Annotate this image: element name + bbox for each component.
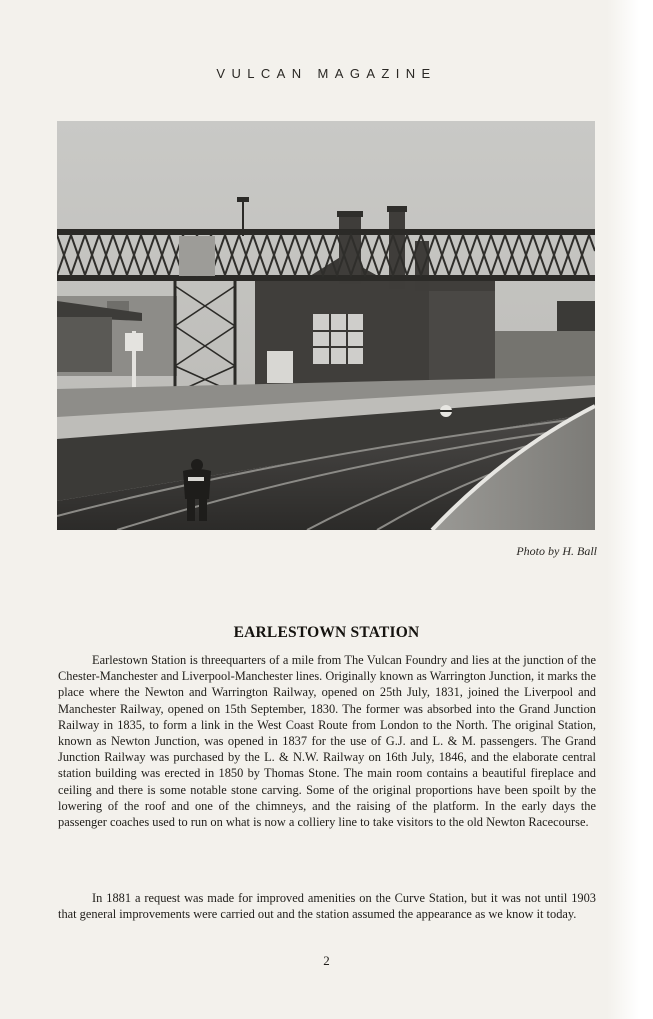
masthead: VULCAN MAGAZINE: [216, 66, 437, 81]
page-number: 2: [323, 953, 330, 968]
article-paragraph-2: In 1881 a request was made for improved amenities on the Curve Station, but it was not until 1903 that general improvements were carried out and the station assumed the appearance as we know it today.: [58, 891, 596, 922]
article-paragraph-1: Earlestown Station is threequarters of a mile from The Vulcan Foundry and lies at the junction of the Chester-Manchester and Liverpool-Manchester lines. Originally known as Warrington Junction, it marks the place where the Newton and Warrington Railway, opened on 25th July, 1831, joined the Liverpool and Manchester Railway, opened on 15th September, 1830. The former was absorbed into the Grand Junction Railway in 1835, to form a link in the West Coast Route from London to the North. The original Station, known as Newton Junction, was opened in 1837 for the use of G.J. and L. & M. passengers. The Grand Junction Railway was purchased by the L. & N.W. Railway on 16th July, 1846, and the elaborate central station building was erected in 1850 by Thomas Stone. The main room contains a beautiful fireplace and ceiling and there is some notable stone carving. Some of the original proportions have been spoilt by the lowering of the roof and one of the chimneys, and the raising of the platform. In the early days the passenger coaches used to run on what is now a colliery line to take visitors to the old Newton Racecourse.: [58, 653, 596, 830]
page-edge: [607, 0, 653, 1019]
photo-credit: Photo by H. Ball: [516, 544, 597, 558]
station-photo: [57, 121, 595, 530]
article-title: EARLESTOWN STATION: [233, 624, 420, 641]
